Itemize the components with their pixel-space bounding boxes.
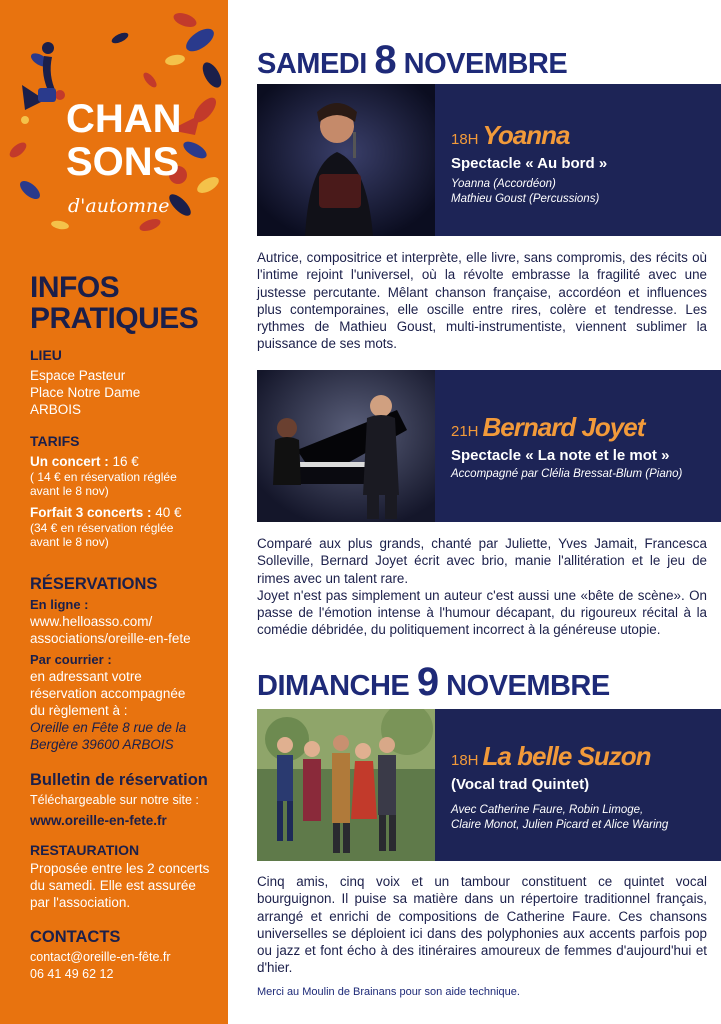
day-number: 8 [374,38,397,82]
bulletin-text: Téléchargeable sur notre site : [30,793,199,807]
event-description [257,535,707,639]
tarif-note: (34 € en réservation réglée [30,521,174,535]
lieu-line: ARBOIS [30,402,82,417]
day-heading-saturday [257,38,567,83]
event-title-line [451,412,682,443]
restauration-line: Proposée entre les 2 concerts [30,861,210,876]
tarif-note: avant le 8 nov) [30,484,109,498]
event-credit: Yoanna (Accordéon) [451,178,556,190]
tarif-note: ( 14 € en réservation réglée [30,470,177,484]
event-time: 18H [451,131,479,148]
mail-label: Par courrier : [30,652,112,667]
event-card-bernard-joyet [257,370,721,522]
day-prefix: DIMANCHE [257,670,417,702]
restauration-line: du samedi. Elle est assurée [30,878,196,893]
tarif-price: 16 € [108,454,139,469]
sidebar [0,0,228,1024]
event-credit: Claire Monot, Julien Picard et Alice Waring [451,819,669,831]
logo-sons: SONS [66,140,180,184]
day-suffix: NOVEMBRE [396,48,568,80]
day-number: 9 [416,660,439,704]
description-paragraph: Cinq amis, cinq voix et un tambour constituent ce quintet vocal bourguignon. Il puise sa matière dans un répertoire traditionnel français, arrangé et enrichi de compositions de Catherine Faure. Ces chansons universelles se déploient ici dans des polyphonies aux accents parfois pop ou jazz et font écho à des itinéraires amoureux de femmes d'aujourd'hui et d'hier. [257,874,707,976]
lieu-heading: LIEU [30,347,62,363]
event-title-line [451,120,607,151]
event-description [257,873,707,977]
la-belle-suzon-photo [257,709,435,861]
restauration-line: par l'association. [30,895,131,910]
event-credit: Mathieu Goust (Percussions) [451,193,600,205]
event-info [451,412,682,482]
contacts-heading: CONTACTS [30,928,121,946]
tarif-forfait [30,504,222,521]
contact-phone: 06 41 49 62 12 [30,967,114,981]
restauration-section [30,841,222,911]
event-info [451,120,607,207]
logo-dautomne: d'automne [68,195,170,217]
thanks-note: Merci au Moulin de Brainans pour son aide technique. [257,986,520,998]
reservations-heading: RÉSERVATIONS [30,575,158,593]
bulletin-site-link[interactable]: www.oreille-en-fete.fr [30,813,167,828]
description-paragraph: Comparé aux plus grands, chanté par Juliette, Yves Jamait, Francesca Solleville, Bernard Joyet écrit avec brio, manie l'allitération et le jeu de rimes avec un talent rare. [257,536,707,586]
description-paragraph: Autrice, compositrice et interprète, elle livre, sans compromis, des récits où l'intime rejoint l'universel, où la révolte embrasse la fragilité avec une justesse percutante. Mêlant chanson française, accordéon et influences plus contemporaines, elle oscille entre rires, colère et tendresse. Les rythmes de Mathieu Goust, multi-instrumentiste, viennent sublimer la puissance de ses mots. [257,250,707,352]
event-artist: Bernard Joyet [482,412,645,442]
contact-email-link[interactable]: contact@oreille-en-fête.fr [30,950,171,964]
day-prefix: SAMEDI [257,48,375,80]
tarif-note: avant le 8 nov) [30,535,109,549]
online-link[interactable]: associations/oreille-en-fete [30,631,191,646]
event-show: (Vocal trad Quintet) [451,776,590,793]
lieu-line: Espace Pasteur [30,368,126,383]
mail-line: réservation accompagnée [30,686,186,701]
event-title-line [451,741,668,772]
event-credit: Avec Catherine Faure, Robin Limoge, [451,804,644,816]
mail-line: du règlement à : [30,703,128,718]
yoanna-photo [257,84,435,236]
mail-address: Bergère 39600 ARBOIS [30,737,174,752]
event-time: 21H [451,423,479,440]
title-line-2: PRATIQUES [30,302,199,335]
restauration-heading: RESTAURATION [30,842,140,858]
event-time: 18H [451,752,479,769]
online-label: En ligne : [30,597,89,612]
lieu-line: Place Notre Dame [30,385,141,400]
event-show: Spectacle « Au bord » [451,155,608,172]
tarif-label: Forfait 3 concerts : [30,505,152,520]
event-credit: Accompagné par Clélia Bressat-Blum (Piano) [451,468,683,480]
description-paragraph: Joyet n'est pas simplement un auteur c'est aussi une «bête de scène». On passe de l'émotion intense à l'humour décapant, du rigoureux récital à la comédie débridée, du politiquement incorrect à la généreuse utopie. [257,587,707,638]
tarif-price: 40 € [151,505,182,520]
tarif-label: Un concert : [30,454,109,469]
bernard-joyet-photo [257,370,435,522]
tarif-one-concert [30,453,222,470]
reservations-section [30,574,222,753]
mail-line: en adressant votre [30,669,142,684]
bulletin-section [30,770,222,829]
lieu-section [30,346,222,418]
contacts-section [30,927,222,983]
day-heading-sunday [257,660,610,705]
bulletin-heading: Bulletin de réservation [30,771,208,789]
event-card-la-belle-suzon [257,709,721,861]
mail-address: Oreille en Fête 8 rue de la [30,720,187,735]
event-show: Spectacle « La note et le mot » [451,447,670,464]
logo-chan: CHAN [66,97,182,141]
musician-figure-icon [38,42,56,102]
event-description [257,249,707,353]
event-artist: La belle Suzon [482,741,651,771]
tarifs-heading: TARIFS [30,433,80,449]
infos-pratiques-title [30,272,198,334]
day-suffix: NOVEMBRE [438,670,610,702]
event-card-yoanna [257,84,721,236]
online-link[interactable]: www.helloasso.com/ [30,614,153,629]
event-artist: Yoanna [482,120,570,150]
event-info [451,741,668,833]
tarifs-section [30,432,222,549]
title-line-1: INFOS [30,271,120,304]
festival-logo [0,0,228,250]
